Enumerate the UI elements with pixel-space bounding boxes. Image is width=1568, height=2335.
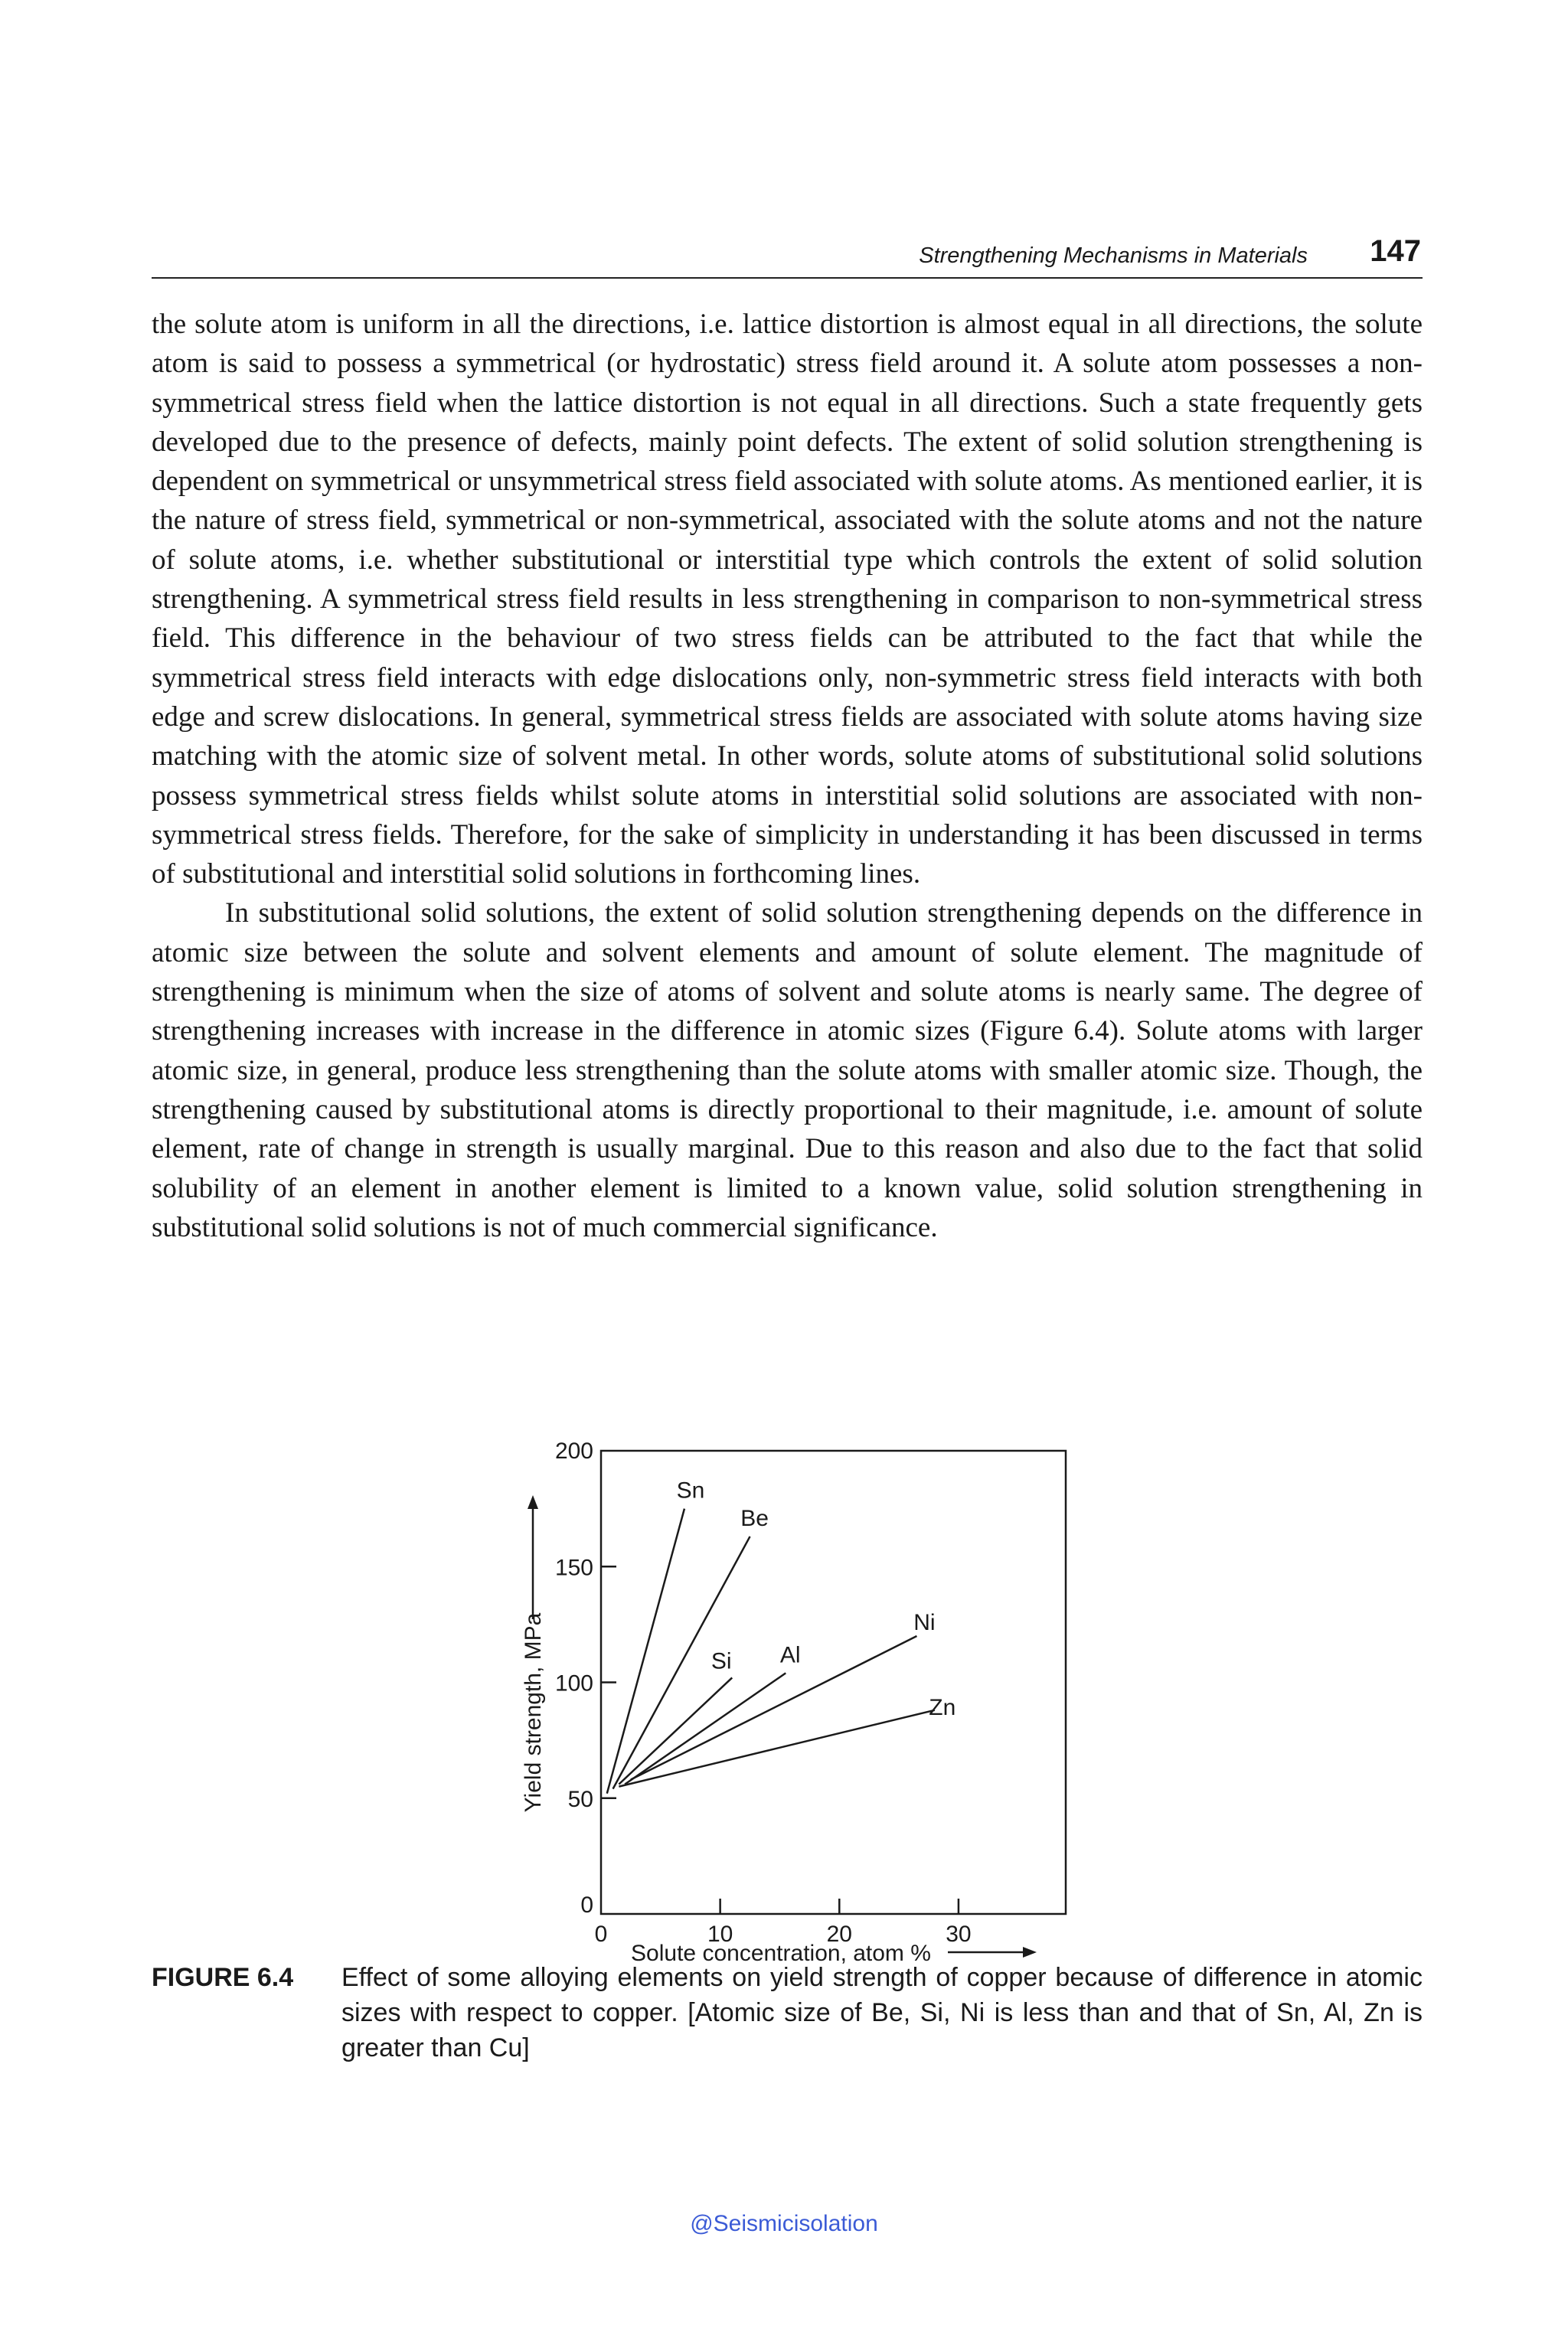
series-line-al (625, 1673, 786, 1784)
x-tick-label: 10 (707, 1922, 733, 1947)
y-tick-label: 150 (554, 1555, 593, 1581)
x-tick-label: 20 (826, 1922, 852, 1947)
caption-text: Effect of some alloying elements on yield strength of copper because of difference in atomic sizes with respect to copper. [Atomic size of Be, Si, Ni is less than and that of Sn, Al, Zn is greater than Cu] (341, 1963, 1423, 2062)
series-line-ni (631, 1636, 917, 1780)
x-axis-arrowhead (1023, 1947, 1037, 1958)
y-tick-label: 100 (554, 1670, 593, 1697)
watermark-text: @Seismicisolation (690, 2211, 878, 2236)
y-axis-label: Yield strength, MPa (521, 1612, 546, 1813)
series-label-al: Al (779, 1642, 801, 1668)
x-tick-label: 30 (946, 1922, 972, 1947)
page-number: 147 (1370, 234, 1421, 268)
series-label-si: Si (710, 1648, 732, 1674)
x-tick-label: 0 (594, 1922, 608, 1947)
series-line-si (619, 1677, 732, 1784)
y-axis-arrowhead (528, 1495, 538, 1509)
caption-label: FIGURE 6.4 (152, 1963, 294, 1992)
paragraph-2: In substitutional solid solutions, the extent of solid solution strengthening depends on the difference in atomic size between the solute and solvent elements and amount of solute element. The magnitude of strengthening is minimum when the size of atoms of solvent and solute atoms is nearly same. The degree of strengthening increases with increase in the difference in atomic sizes (Figure 6.4). Solute atoms with larger atomic size, in general, produce less strengthening than the solute atoms with smaller atomic size. Though, the strengthening caused by substitutional atoms is directly proportional to their magnitude, i.e. amount of solute element, rate of change in strength is usually marginal. Due to this reason and also due to the fact that solid solubility of an element in another element is limited to a known value, solid solution strengthening in substitutional solid solutions is not of much commercial significance. (152, 897, 1423, 1243)
paragraph-1: the solute atom is uniform in all the directions, i.e. lattice distortion is almost equal in all directions, the solute atom is said to possess a symmetrical (or hydrostatic) stress field around it. A solute atom possesses a non-symmetrical stress field when the lattice distortion is not equal in all directions. Such a state frequently gets developed due to the presence of defects, mainly point defects. The extent of solid solution strengthening is dependent on symmetrical or unsymmetrical stress field associated with solute atoms. As mentioned earlier, it is the nature of stress field, symmetrical or non-symmetrical, associated with the solute atoms and not the nature of solute atoms, i.e. whether substitutional or interstitial type which controls the extent of solid solution strengthening. A symmetrical stress field results in less strengthening in comparison to non-symmetrical stress field. This difference in the behaviour of two stress fields can be attributed to the fact that while the symmetrical stress field interacts with edge dislocations only, non-symmetric stress field interacts with both edge and screw dislocations. In general, symmetrical stress fields are associated with solute atoms having size matching with the atomic size of solvent metal. In other words, solute atoms of substitutional solid solutions possess symmetrical stress fields whilst solute atoms in interstitial solid solutions are associated with non-symmetrical stress fields. Therefore, for the sake of simplicity in understanding it has been discussed in terms of substitutional and interstitial solid solutions in forthcoming lines. (152, 309, 1423, 890)
page-header (152, 230, 1423, 279)
series-line-zn (619, 1710, 934, 1787)
x-axis-label: Solute concentration, atom % (631, 1941, 931, 1964)
series-label-zn: Zn (929, 1694, 956, 1720)
body-text (152, 305, 1423, 1247)
yield-strength-chart (490, 1397, 1087, 1964)
figure-6-4 (490, 1397, 1087, 1964)
series-label-be: Be (740, 1505, 769, 1531)
y-tick-label: 50 (567, 1786, 593, 1812)
running-title: Strengthening Mechanisms in Materials (919, 243, 1308, 268)
series-label-ni: Ni (913, 1610, 936, 1635)
y-tick-label: 200 (554, 1439, 593, 1464)
figure-caption (152, 1960, 1423, 2066)
y-tick-label: 0 (580, 1892, 593, 1918)
series-label-sn: Sn (676, 1478, 705, 1504)
